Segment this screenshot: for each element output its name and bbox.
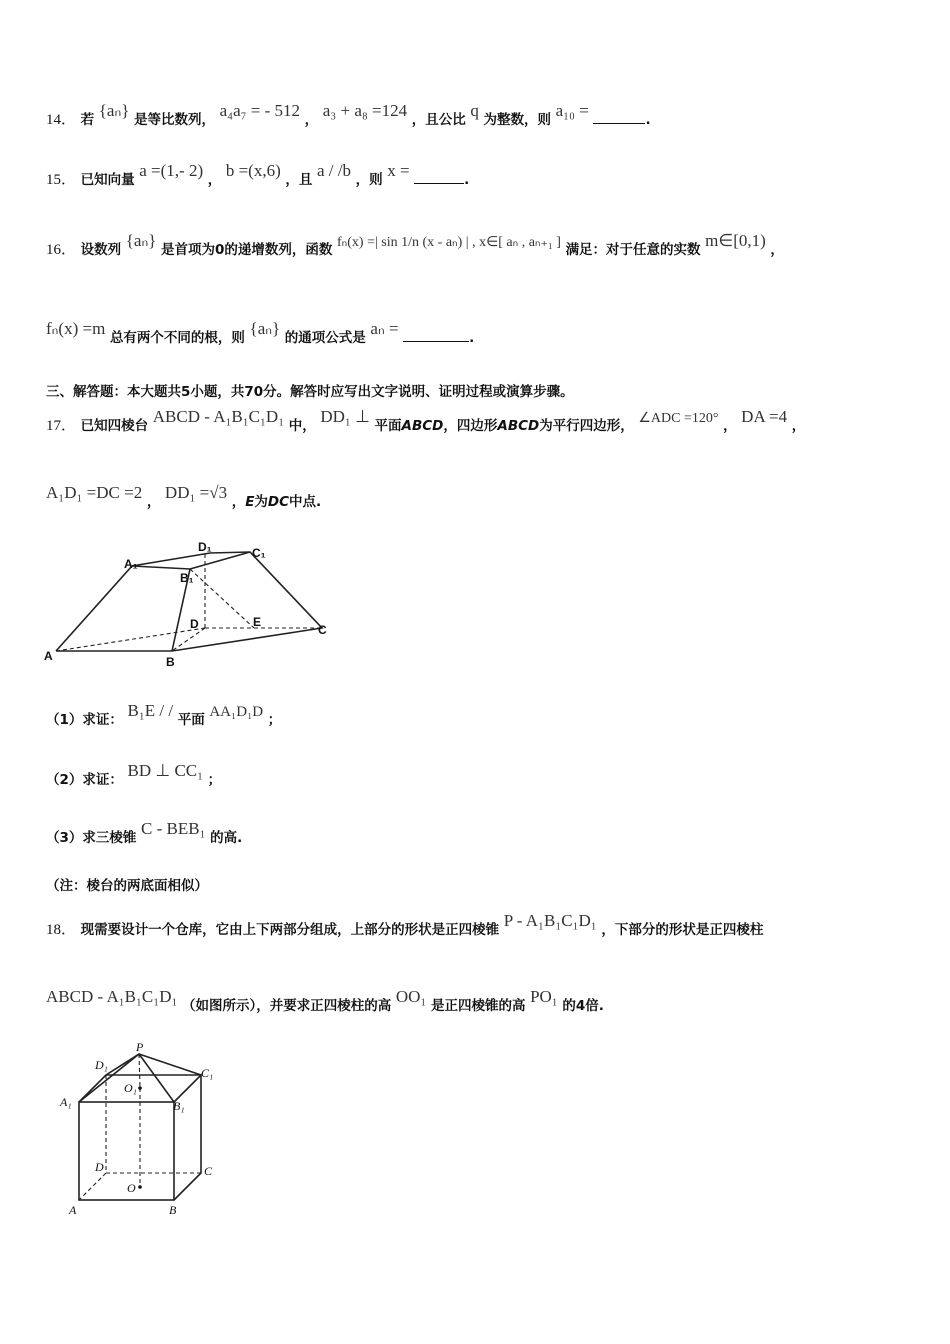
q15-math: x = [387,161,410,180]
q15-math: b =(x,6) [225,161,281,180]
frustum-edges [56,552,322,651]
q14-text: . [645,112,651,128]
label-D1: D₁ [95,1058,108,1072]
hidden-edge [139,1054,140,1088]
q16-number: 16． [46,242,77,258]
q17-text: ； [267,712,282,728]
label-C: C [318,623,327,637]
q17-text: ， [231,494,246,510]
q14-math: {aₙ} [98,101,130,120]
q14-math: q [470,101,479,120]
label-D1: D₁ [198,540,212,554]
q17-part-2 [46,761,222,789]
q17-text: 平面 [374,418,402,434]
q17-note: （注：棱台的两底面相似） [46,878,208,894]
label-D: D [95,1160,104,1174]
q18-text: 的4倍. [562,998,604,1014]
q14-math: a₄a₇ = - 512 [219,101,301,120]
q17-part-label: （3）求三棱锥 [46,830,137,846]
q17-part-label: （2）求证： [46,772,123,788]
q15-text: . [464,172,470,188]
q17-text: E [245,494,255,510]
q16-text: ， [770,242,784,258]
q17-math: C - BEB₁ [141,819,206,838]
q16-text: 满足：对于任意的实数 [565,242,701,258]
pyramid-edge [139,1054,174,1102]
q17-text: 为平行四边形， [539,418,634,434]
q17-math: DD₁ ⊥ [320,407,370,426]
label-E: E [253,615,262,629]
q17-number: 17． [46,418,77,434]
q16-math: m∈[0,1) [705,231,766,250]
figure-warehouse [55,1040,225,1225]
q16-math: fₙ(x) =m [46,319,106,338]
q18-math: OO₁ [395,987,427,1006]
label-B: B [166,655,175,669]
q14-text: 若 [80,112,95,128]
q18-math: PO₁ [530,987,558,1006]
q14-text: 为整数，则 [483,112,551,128]
hidden-edge [79,1173,106,1200]
frustum-hidden-edge [190,569,254,628]
q15-text: 已知向量 [80,172,135,188]
q14-math: a₁₀ = [555,101,589,120]
q17-math: ∠ADC =120° [638,411,719,426]
q15-math: a =(1,- 2) [139,161,204,180]
q14-text: 是等比数列， [133,112,215,128]
q17-math: ABCD - A₁B₁C₁D₁ [152,407,285,426]
q16-text: . [469,330,475,346]
label-C1: C₁ [252,546,266,560]
q17-text: 平面 [177,712,205,728]
q17-text: 中， [288,418,316,434]
label-O: O [127,1181,136,1195]
q17-text: ， [146,494,161,510]
q17-math: BD ⊥ CC₁ [127,761,204,780]
q18-number: 18． [46,922,77,938]
question-17-cont [46,483,322,511]
question-14 [46,101,651,129]
question-15 [46,161,470,189]
q15-text: ，且 [285,172,313,188]
q18-text: （如图所示），并要求正四棱柱的高 [182,998,392,1014]
q17-text: DC [267,494,290,510]
q18-text: 现需要设计一个仓库，它由上下两部分组成，上部分的形状是正四棱锥 [80,922,500,938]
q16-math: aₙ = [370,319,399,338]
frustum-hidden-edge [56,628,205,651]
question-18 [46,911,764,939]
q17-math: DA =4 [741,407,788,426]
q18-text: ，下部分的形状是正四棱柱 [601,922,764,938]
label-A: A [44,649,53,663]
frustum-edge [132,566,190,569]
q17-text: ABCD [401,418,444,434]
q15-text: ， [207,172,222,188]
label-O1: O₁ [124,1081,137,1095]
q16-text: 的通项公式是 [284,330,366,346]
answer-blank[interactable] [414,183,464,184]
question-18-cont [46,987,604,1015]
q18-math: ABCD - A₁B₁C₁D₁ [46,987,178,1006]
prism-edges [174,1075,201,1200]
label-A1: A₁ [60,1095,72,1109]
q15-math: a / /b [316,161,351,180]
q17-text: ，四边形 [443,418,498,434]
q14-number: 14． [46,112,77,128]
q17-math: AA₁D₁D [209,704,264,720]
q17-text: 的高. [210,830,243,846]
q17-text: ， [791,418,806,434]
q16-math: {aₙ} [125,231,157,250]
q17-text: 已知四棱台 [80,418,149,434]
q17-math: DD₁ =√3 [164,483,228,502]
label-B1: B₁ [173,1099,185,1113]
answer-blank[interactable] [403,341,469,342]
q17-text: 为 [254,494,268,510]
q14-text: ，且公比 [411,112,466,128]
question-16-cont [46,319,475,347]
point-O [138,1185,142,1189]
q14-text: ， [304,112,319,128]
label-A1: A₁ [124,557,138,571]
q14-math: a₃ + a₈ =124 [322,101,408,120]
q17-math: B₁E / / [127,701,174,720]
label-D: D [190,617,199,631]
q17-text: ， [723,418,737,434]
point-O1 [138,1086,142,1090]
q17-math: A₁D₁ =DC =2 [46,483,143,502]
label-P: P [136,1040,144,1054]
section-3-heading: 三、解答题：本大题共5小题，共70分。解答时应写出文字说明、证明过程或演算步骤。 [46,384,574,400]
q17-part-label: （1）求证： [46,712,123,728]
label-A: A [69,1203,77,1217]
q18-text: 是正四棱锥的高 [430,998,526,1014]
q15-number: 15． [46,172,77,188]
question-17 [46,407,806,435]
answer-blank[interactable] [593,123,645,124]
label-C: C [204,1164,213,1178]
q17-text: 中点. [289,494,322,510]
q17-part-1 [46,701,282,729]
label-B1: B₁ [180,571,194,585]
q17-text: ABCD [497,418,540,434]
label-B: B [169,1203,177,1217]
q15-text: ，则 [355,172,383,188]
q18-math: P - A₁B₁C₁D₁ [503,911,597,930]
q17-part-3 [46,819,243,847]
q16-text: 设数列 [80,242,122,258]
q16-text: 总有两个不同的根，则 [109,330,245,346]
question-16 [46,231,784,259]
q16-text: 是首项为0的递增数列，函数 [160,242,333,258]
q16-math: fₙ(x) =| sin 1/n (x - aₙ) | , x∈[ aₙ , aₙ₊₁ ] [337,235,561,250]
figure-frustum [40,536,340,671]
label-C1: C₁ [201,1066,214,1080]
q17-text: ； [207,772,222,788]
q16-math: {aₙ} [249,319,281,338]
